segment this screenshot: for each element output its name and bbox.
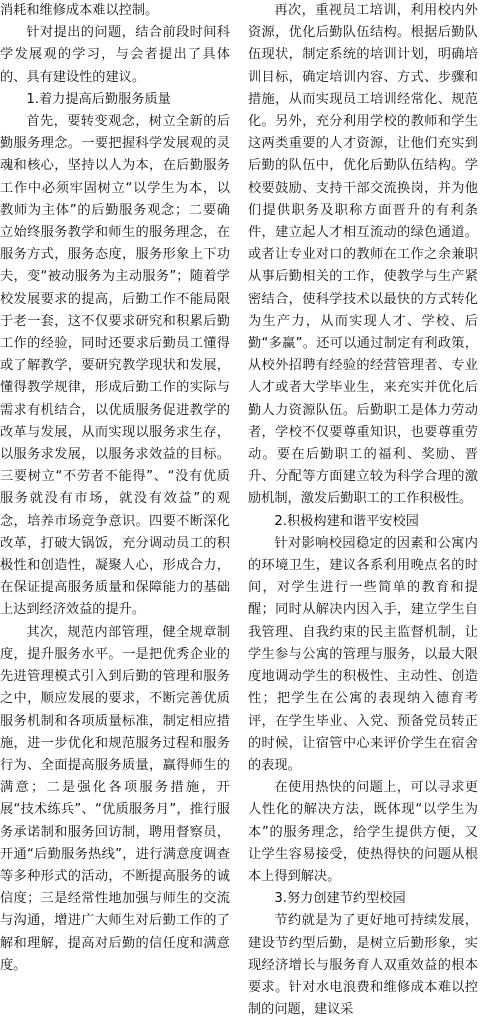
left-column [0,0,230,977]
paragraph: 节约就是为了更好地可持续发展，建设节约型后勤，是树立后勤形象，实现经济增长与服务育人双重效益的根本要求。针对水电浪费和维修成本难以控制的问题，建议采 [248,913,478,1018]
section-heading: 1.着力提高后勤服务质量 [26,91,171,107]
section-heading: 3.努力创建节约型校园 [274,891,406,907]
paragraph: 首先，要转变观念，树立全新的后勤服务理念。一要把握科学发展观的灵魂和核心，坚持以人为本，在后勤服务工作中必须牢固树立“以学生为本，以教师为主体”的后勤服务观念；二要确立始终服务教学和师生的服务理念，在服务方式，服务态度，服务形象上下功夫，变“被动服务为主动服务”；随着学校发展要求的提高，后勤工作不能局限于老一套，这不仅要求研究和积累后勤工作的经验，同时还要求后勤员工懂得或了解教学，要研究教学现状和发展，懂得教学规律，形成后勤工作的实际与需求有机结合，以优质服务促进教学的改革与发展，从而实现以服务求生存，以服务求发展，以服务求效益的目标。三要树立“不劳者不能得”、“没有优质服务就没有市场，就没有效益”的观念，培养市场竞争意识。四要不断深化改革，打破大锅饭，充分调动员工的积极性和创造性，凝聚人心，形成合力，在保证提高服务质量和保障能力的基础上达到经济效益的提升。 [0,114,230,618]
section-heading: 2.积极构建和谐平安校园 [274,513,419,529]
paragraph: 其次，规范内部管理，健全规章制度，提升服务水平。一是把优秀企业的先进管理模式引入到后勤的管理和服务之中，顺应发展的要求，不断完善优质服务机制和各项质量标准，制定相应措施，进一步优化和规范服务过程和服务行为、全面提高服务质量，赢得师生的满意；二是强化各项服务措施，开展“技术练兵”、“优质服务月”，推行服务承诺制和服务回访制，聘用督察员，开通“后勤服务热线”，进行满意度调查等多种形式的活动，不断提高服务的诚信度；三是经常性地加强与师生的交流与沟通，增进广大师生对后勤工作的了解和理解，提高对后勤的信任度和满意度。 [0,624,230,973]
right-column [248,0,478,1021]
paragraph: 针对影响校园稳定的因素和公寓内的环境卫生，建议各系利用晚点名的时间，对学生进行一些简单的教育和提醒；同时从解决内因入手，建立学生自我管理、自我约束的民主监督机制，让学生参与公寓的管理与服务，以最大限度地调动学生的积极性、主动性、创造性；把学生在公寓的表现纳入德育考评，在学生毕业、入党、预备党员转正的时候，让宿管中心来评价学生在宿舍的表现。 [248,535,478,773]
paragraph: 消耗和维修成本难以控制。 [0,3,159,18]
paragraph: 在使用热快的问题上，可以寻求更人性化的解决方法，既体现“以学生为本”的服务理念，给学生提供方便，又让学生容易接受，使热得快的问题从根本上得到解决。 [248,780,478,884]
paragraph: 再次，重视员工培训，利用校内外资源，优化后勤队伍结构。根据后勤队伍现状，制定系统的培训计划，明确培训目标，确定培训内容、方式、步骤和措施，从而实现员工培训经常化、规范化。另外，充分利用学校的教师和学生这两类重要的人才资源，让他们充实到后勤的队伍中，优化后勤队伍结构。学校要鼓励、支持干部交流换岗，并为他们提供职务及职称方面晋升的有利条件，建立起人才相互流动的绿色通道。或者让专业对口的教师在工作之余兼职从事后勤相关的工作，使教学与生产紧密结合，使科学技术以最快的方式转化为生产力，从而实现人才、学校、后勤“多赢”。还可以通过制定有利政策，从校外招聘有经验的经营管理者、专业人才或者大学毕业生，来充实并优化后勤人力资源队伍。后勤职工是体力劳动者，学校不仅要尊重知识，也要尊重劳动。要在后勤职工的福利、奖励、晋升、分配等方面建立较为科学合理的激励机制，激发后勤职工的工作积极性。 [248,3,478,507]
paragraph: 针对提出的问题，结合前段时间科学发展观的学习，与会者提出了具体的、具有建设性的建议。 [0,25,230,85]
